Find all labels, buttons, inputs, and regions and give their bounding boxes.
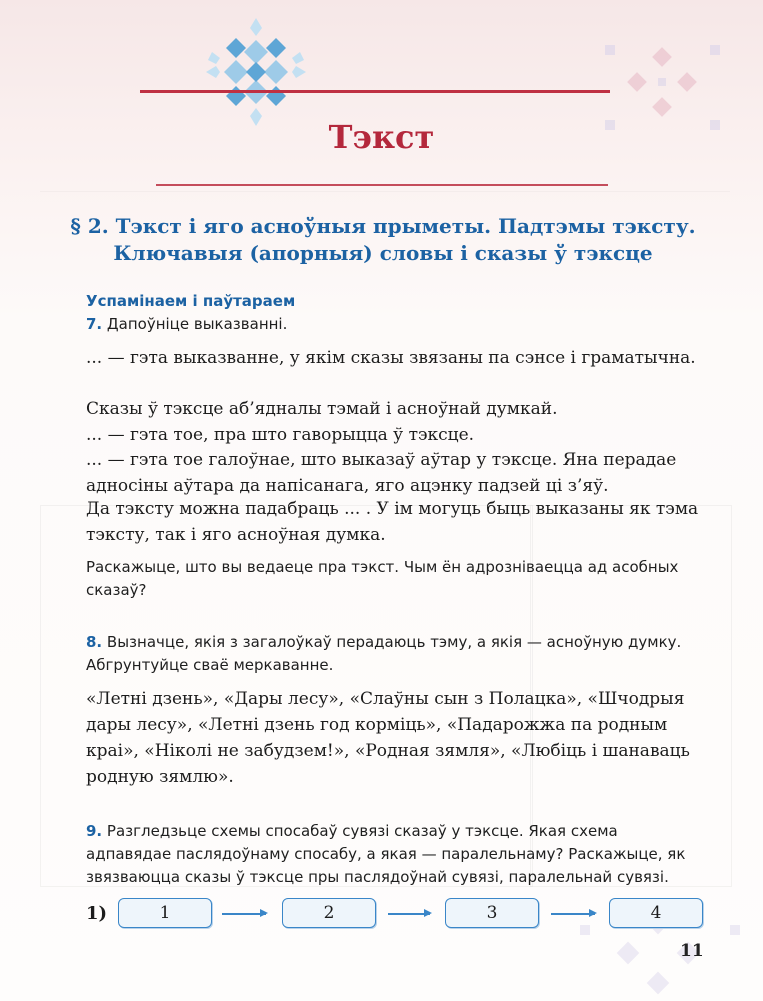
- task-8-titles: «Летні дзень», «Дары лесу», «Слаўны сын з Полацка», «Шчодрыя дары лесу», «Летні дзень год корміць», «Падарожжа па родным краі», «Ніколі не забудзем!», «Родная зямля», «Любіць і шанаваць родную зямлю».: [86, 689, 690, 787]
- task-7-statement-5: Да тэксту можна падабраць ... . У ім могуць быць выказаны як тэма тэксту, так і яго асноўная думка.: [86, 499, 699, 545]
- task-8-number: 8.: [86, 633, 103, 651]
- task-7-number: 7.: [86, 315, 103, 333]
- section-title-line1: § 2. Тэкст і яго асноўныя прыметы. Падтэмы тэксту.: [70, 214, 696, 238]
- scheme-box-4: 4: [609, 898, 703, 928]
- review-subheading: Успамінаем і паўтараем: [86, 292, 296, 310]
- task-7-question: Раскажыце, што вы ведаеце пра тэкст. Чым ён адрозніваецца ад асобных сказаў?: [86, 558, 679, 599]
- task-9-number: 9.: [86, 822, 103, 840]
- task-7-instruction: [86, 313, 700, 336]
- page-number: 11: [680, 941, 704, 961]
- scheme-arrow-2: [388, 913, 430, 915]
- task-8-instruction: [86, 631, 700, 677]
- snowflake-ornament-icon: [196, 18, 316, 126]
- task-9-text: Разгледзьце схемы спосабаў сувязі сказаў у тэксце. Якая схема адпавядае паслядоўнаму спосабу, а якая — паралельнаму? Раскажыце, як звязваюцца сказы ў тэксце пры паслядоўнай сувязі, паралельнай сувязі.: [86, 822, 686, 886]
- title-rule-bottom: [156, 184, 608, 186]
- title-rule-top: [140, 90, 610, 93]
- task-7-statement-3: ... — гэта тое, пра што гаворыцца ў тэксце.: [86, 425, 475, 445]
- task-7-statement-4: ... — гэта тое галоўнае, што выказаў аўтар у тэксце. Яна перадае адносіны аўтара да напісанага, яго ацэнку падзей ці з’яў.: [86, 450, 677, 496]
- task-7-statement-2: Сказы ў тэксце аб’ядналы тэмай і асноўнай думкай.: [86, 399, 558, 419]
- task-7-statement-1: ... — гэта выказванне, у якім сказы звязаны па сэнсе і граматычна.: [86, 348, 696, 368]
- section-title-line2: Ключавыя (апорныя) словы і сказы ў тэксце: [113, 241, 653, 265]
- task-9-instruction: [86, 820, 700, 889]
- scheme-box-1: 1: [118, 898, 212, 928]
- scheme-arrow-1: [222, 913, 266, 915]
- task-8-text: Вызначце, якія з загалоўкаў перадаюць тэму, а якія — асноўную думку. Абгрунтуйце сваё меркаванне.: [86, 633, 682, 674]
- scheme-arrow-3: [551, 913, 595, 915]
- scheme-box-3: 3: [445, 898, 539, 928]
- section-title: [40, 213, 726, 267]
- chapter-title: Тэкст: [328, 118, 435, 156]
- scheme-box-2: 2: [282, 898, 376, 928]
- task-7-text: Дапоўніце выказванні.: [106, 315, 288, 333]
- scheme-label: 1): [86, 903, 108, 924]
